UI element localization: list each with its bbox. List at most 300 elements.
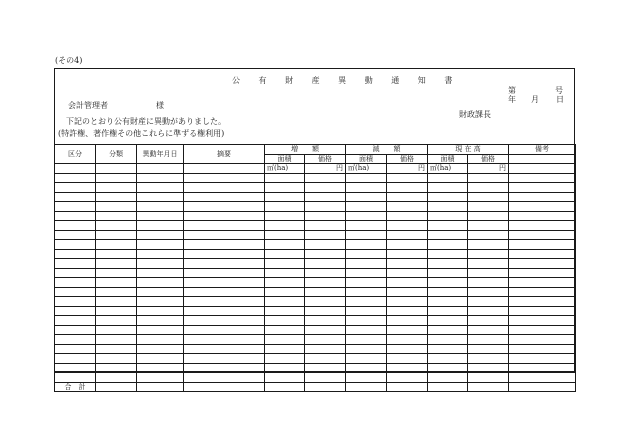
- table-cell: [137, 278, 184, 288]
- table-cell: [305, 192, 346, 202]
- table-cell: [428, 192, 468, 202]
- table-cell: [428, 183, 468, 193]
- header-decrease-area: 面積: [346, 154, 387, 164]
- table-cell: [387, 382, 428, 392]
- table-cell: [184, 316, 265, 326]
- table-cell: [184, 363, 265, 373]
- table-cell: [96, 268, 137, 278]
- table-cell: [184, 325, 265, 335]
- table-cell: [184, 306, 265, 316]
- table-cell: [96, 249, 137, 259]
- table-cell: [265, 211, 305, 221]
- table-cell: [509, 268, 576, 278]
- table-cell: [96, 306, 137, 316]
- table-cell: [55, 287, 96, 297]
- table-row: [55, 192, 576, 202]
- table-cell: [305, 230, 346, 240]
- table-cell: [265, 382, 305, 392]
- table-cell: [305, 354, 346, 364]
- table-cell: [137, 221, 184, 231]
- table-cell: [55, 363, 96, 373]
- table-cell: [96, 344, 137, 354]
- table-row: [55, 306, 576, 316]
- unit-area-current: ㎡(ha): [428, 164, 468, 174]
- table-cell: [468, 211, 509, 221]
- table-cell: [509, 259, 576, 269]
- table-cell: [387, 192, 428, 202]
- table-cell: [509, 192, 576, 202]
- table-cell: [346, 183, 387, 193]
- table-row: [55, 316, 576, 326]
- table-cell: [137, 354, 184, 364]
- table-cell: [305, 268, 346, 278]
- table-cell: [468, 183, 509, 193]
- table-cell: [387, 173, 428, 183]
- table-cell: [137, 287, 184, 297]
- table-cell: [509, 230, 576, 240]
- page-label: (その4): [55, 56, 83, 65]
- table-cell: [96, 316, 137, 326]
- table-cell: [305, 278, 346, 288]
- table-cell: [305, 373, 346, 383]
- table-cell: [96, 240, 137, 250]
- table-cell: [468, 373, 509, 383]
- table-cell: [265, 240, 305, 250]
- table-cell: [96, 192, 137, 202]
- table-cell: [468, 297, 509, 307]
- table-cell: [468, 221, 509, 231]
- header-current-area: 面積: [428, 154, 468, 164]
- table-cell: [137, 230, 184, 240]
- table-cell: [428, 354, 468, 364]
- table-cell: [265, 373, 305, 383]
- table-cell: [468, 354, 509, 364]
- date-month-label: 月: [531, 95, 539, 104]
- table-cell: [387, 268, 428, 278]
- table-cell: [265, 363, 305, 373]
- right-type-note: (特許権、著作権その他これらに準ずる権利用): [58, 129, 225, 138]
- table-cell: [184, 230, 265, 240]
- table-cell: [509, 240, 576, 250]
- table-cell: [509, 183, 576, 193]
- table-cell: [184, 240, 265, 250]
- table-cell: [305, 183, 346, 193]
- table-cell: [55, 221, 96, 231]
- table-cell: [305, 202, 346, 212]
- table-cell: [265, 202, 305, 212]
- table-cell: [346, 325, 387, 335]
- table-cell: [137, 316, 184, 326]
- table-cell: [468, 192, 509, 202]
- table-cell: [509, 164, 576, 174]
- table-cell: [265, 325, 305, 335]
- table-cell: [137, 183, 184, 193]
- table-cell: [509, 278, 576, 288]
- table-cell: [509, 382, 576, 392]
- header-current-price: 価格: [468, 154, 509, 164]
- table-cell: [428, 173, 468, 183]
- table-cell: [428, 306, 468, 316]
- table-cell: [96, 325, 137, 335]
- table-cell: [137, 211, 184, 221]
- table-cell: [509, 354, 576, 364]
- table-cell: [305, 325, 346, 335]
- table-cell: [346, 287, 387, 297]
- table-cell: [428, 268, 468, 278]
- table-cell: [468, 173, 509, 183]
- table-cell: [346, 230, 387, 240]
- table-cell: [468, 230, 509, 240]
- table-cell: [265, 344, 305, 354]
- total-row: [55, 382, 576, 392]
- table-cell: [55, 344, 96, 354]
- table-cell: [96, 363, 137, 373]
- table-cell: [387, 202, 428, 212]
- table-cell: [346, 382, 387, 392]
- table-cell: [468, 363, 509, 373]
- table-cell: [184, 259, 265, 269]
- table-cell: [137, 259, 184, 269]
- table-cell: [428, 249, 468, 259]
- table-cell: [468, 325, 509, 335]
- table-cell: [55, 173, 96, 183]
- table-cell: [96, 202, 137, 212]
- table-cell: [509, 297, 576, 307]
- table-cell: [509, 344, 576, 354]
- table-cell: [428, 287, 468, 297]
- table-cell: [428, 278, 468, 288]
- table-cell: [96, 173, 137, 183]
- table-cell: [387, 297, 428, 307]
- unit-price-current: 円: [468, 164, 509, 174]
- table-cell: [387, 183, 428, 193]
- table-cell: [346, 259, 387, 269]
- table-cell: [305, 316, 346, 326]
- table-cell: [387, 287, 428, 297]
- table-cell: [184, 297, 265, 307]
- table-cell: [96, 211, 137, 221]
- date-day-label: 日: [556, 95, 564, 104]
- unit-area-decrease: ㎡(ha): [346, 164, 387, 174]
- table-cell: [428, 316, 468, 326]
- table-cell: [509, 306, 576, 316]
- table-cell: [387, 211, 428, 221]
- table-cell: [55, 278, 96, 288]
- table-cell: [96, 287, 137, 297]
- table-cell: [184, 173, 265, 183]
- table-row: [55, 297, 576, 307]
- header-change-date: 異動年月日: [137, 145, 184, 164]
- table-cell: [184, 202, 265, 212]
- table-cell: [265, 316, 305, 326]
- table-cell: [55, 259, 96, 269]
- table-cell: [96, 221, 137, 231]
- table-cell: [137, 363, 184, 373]
- table-cell: [137, 335, 184, 345]
- table-cell: [305, 344, 346, 354]
- unit-area-increase: ㎡(ha): [265, 164, 305, 174]
- table-cell: [305, 221, 346, 231]
- table-cell: [428, 363, 468, 373]
- table-cell: [96, 259, 137, 269]
- table-cell: [184, 249, 265, 259]
- table-row: [55, 363, 576, 373]
- table-row: [55, 344, 576, 354]
- table-row: [55, 230, 576, 240]
- table-cell: [184, 183, 265, 193]
- table-cell: [265, 354, 305, 364]
- table-cell: [55, 373, 96, 383]
- table-cell: [468, 202, 509, 212]
- table-cell: [96, 373, 137, 383]
- table-cell: [346, 202, 387, 212]
- table-cell: [55, 240, 96, 250]
- table-cell: [184, 344, 265, 354]
- table-cell: [387, 249, 428, 259]
- table-row: [55, 202, 576, 212]
- table-row: [55, 240, 576, 250]
- table-cell: [55, 249, 96, 259]
- table-cell: [509, 221, 576, 231]
- table-cell: [137, 164, 184, 174]
- table-cell: [265, 230, 305, 240]
- table-cell: [387, 335, 428, 345]
- table-cell: [468, 268, 509, 278]
- table-cell: [346, 240, 387, 250]
- table-cell: [305, 335, 346, 345]
- table-cell: [346, 373, 387, 383]
- table-cell: [137, 249, 184, 259]
- table-cell: [265, 297, 305, 307]
- table-cell: [468, 240, 509, 250]
- table-cell: [346, 316, 387, 326]
- table-row: [55, 221, 576, 231]
- header-decrease: 減 額: [346, 145, 428, 155]
- table-cell: [305, 259, 346, 269]
- table-cell: [346, 335, 387, 345]
- notice-text: 下記のとおり公有財産に異動がありました。: [66, 117, 226, 126]
- table-cell: [305, 173, 346, 183]
- table-cell: [137, 268, 184, 278]
- table-cell: [55, 183, 96, 193]
- table-cell: [265, 278, 305, 288]
- table-cell: [96, 354, 137, 364]
- table-cell: [509, 316, 576, 326]
- table-row: [55, 287, 576, 297]
- table-cell: [265, 287, 305, 297]
- table-cell: [96, 297, 137, 307]
- table-cell: [387, 221, 428, 231]
- table-cell: [184, 278, 265, 288]
- table-cell: [55, 316, 96, 326]
- table-cell: [468, 306, 509, 316]
- table-cell: [509, 173, 576, 183]
- table-cell: [509, 373, 576, 383]
- table-cell: [387, 373, 428, 383]
- table-cell: [346, 192, 387, 202]
- table-cell: [509, 287, 576, 297]
- table-cell: [137, 297, 184, 307]
- unit-price-increase: 円: [305, 164, 346, 174]
- table-row: [55, 373, 576, 383]
- table-row: [55, 278, 576, 288]
- table-cell: [387, 259, 428, 269]
- table-cell: [468, 259, 509, 269]
- table-cell: [55, 335, 96, 345]
- table-cell: [387, 354, 428, 364]
- addressee-label: 会計管理者: [68, 101, 108, 110]
- header-classification: 分類: [96, 145, 137, 164]
- table-row: [55, 183, 576, 193]
- table-cell: [265, 173, 305, 183]
- asset-change-table: [54, 144, 576, 392]
- table-row: [55, 268, 576, 278]
- header-summary: 摘要: [184, 145, 265, 164]
- table-cell: [137, 173, 184, 183]
- table-cell: [184, 335, 265, 345]
- table-row: [55, 259, 576, 269]
- table-cell: [55, 354, 96, 364]
- table-cell: [468, 344, 509, 354]
- table-cell: [387, 230, 428, 240]
- header-category: 区分: [55, 145, 96, 164]
- total-label: 合 計: [55, 382, 96, 392]
- table-cell: [184, 373, 265, 383]
- header-current: 現 在 高: [428, 145, 509, 155]
- table-cell: [305, 211, 346, 221]
- table-cell: [346, 211, 387, 221]
- table-cell: [346, 278, 387, 288]
- table-cell: [184, 382, 265, 392]
- honorific-label: 様: [156, 101, 164, 110]
- table-cell: [305, 382, 346, 392]
- table-cell: [305, 240, 346, 250]
- table-row: [55, 249, 576, 259]
- table-cell: [137, 202, 184, 212]
- table-cell: [509, 325, 576, 335]
- table-cell: [305, 363, 346, 373]
- table-cell: [509, 249, 576, 259]
- table-cell: [265, 335, 305, 345]
- table-cell: [346, 221, 387, 231]
- table-cell: [265, 183, 305, 193]
- table-cell: [428, 230, 468, 240]
- table-cell: [387, 325, 428, 335]
- table-cell: [184, 211, 265, 221]
- table-cell: [428, 259, 468, 269]
- table-cell: [387, 363, 428, 373]
- table-cell: [468, 335, 509, 345]
- table-cell: [55, 325, 96, 335]
- header-remarks-sub: [509, 154, 576, 164]
- header-remarks: 備考: [509, 145, 576, 155]
- table-cell: [137, 240, 184, 250]
- table-cell: [346, 363, 387, 373]
- table-cell: [428, 325, 468, 335]
- table-cell: [184, 287, 265, 297]
- table-cell: [305, 287, 346, 297]
- table-cell: [96, 164, 137, 174]
- table-cell: [265, 192, 305, 202]
- table-cell: [509, 211, 576, 221]
- table-cell: [346, 344, 387, 354]
- table-cell: [387, 316, 428, 326]
- table-cell: [428, 335, 468, 345]
- form-title: 公 有 財 産 異 動 通 知 書: [232, 76, 461, 85]
- header-decrease-price: 価格: [387, 154, 428, 164]
- table-cell: [346, 268, 387, 278]
- table-cell: [428, 382, 468, 392]
- table-cell: [428, 211, 468, 221]
- table-cell: [387, 240, 428, 250]
- table-cell: [96, 183, 137, 193]
- table-cell: [96, 230, 137, 240]
- table-cell: [305, 306, 346, 316]
- table-cell: [55, 202, 96, 212]
- table-cell: [184, 192, 265, 202]
- table-cell: [55, 211, 96, 221]
- table-cell: [346, 306, 387, 316]
- number-prefix: 第: [508, 86, 516, 95]
- table-cell: [428, 373, 468, 383]
- table-cell: [468, 287, 509, 297]
- table-cell: [428, 240, 468, 250]
- table-cell: [428, 344, 468, 354]
- table-row: [55, 211, 576, 221]
- table-cell: [184, 268, 265, 278]
- table-cell: [55, 164, 96, 174]
- table-row: [55, 173, 576, 183]
- table-cell: [55, 230, 96, 240]
- table-cell: [428, 297, 468, 307]
- table-cell: [387, 344, 428, 354]
- table-cell: [137, 373, 184, 383]
- table-cell: [509, 363, 576, 373]
- table-cell: [265, 221, 305, 231]
- unit-price-decrease: 円: [387, 164, 428, 174]
- table-cell: [184, 164, 265, 174]
- table-cell: [468, 382, 509, 392]
- date-year-label: 年: [508, 95, 516, 104]
- table-cell: [96, 335, 137, 345]
- table-row: [55, 325, 576, 335]
- table-cell: [305, 297, 346, 307]
- table-cell: [55, 306, 96, 316]
- table-cell: [346, 173, 387, 183]
- table-cell: [387, 306, 428, 316]
- table-cell: [137, 382, 184, 392]
- table-cell: [265, 259, 305, 269]
- table-cell: [509, 202, 576, 212]
- sender-label: 財政課長: [459, 110, 491, 119]
- table-cell: [468, 316, 509, 326]
- table-cell: [184, 221, 265, 231]
- table-cell: [96, 278, 137, 288]
- table-cell: [55, 268, 96, 278]
- table-cell: [346, 297, 387, 307]
- table-cell: [55, 192, 96, 202]
- table-cell: [346, 354, 387, 364]
- table-cell: [137, 344, 184, 354]
- table-cell: [468, 278, 509, 288]
- table-cell: [137, 306, 184, 316]
- header-increase-area: 面積: [265, 154, 305, 164]
- table-cell: [387, 278, 428, 288]
- header-increase-price: 価格: [305, 154, 346, 164]
- table-cell: [137, 325, 184, 335]
- table-cell: [55, 297, 96, 307]
- table-row: [55, 354, 576, 364]
